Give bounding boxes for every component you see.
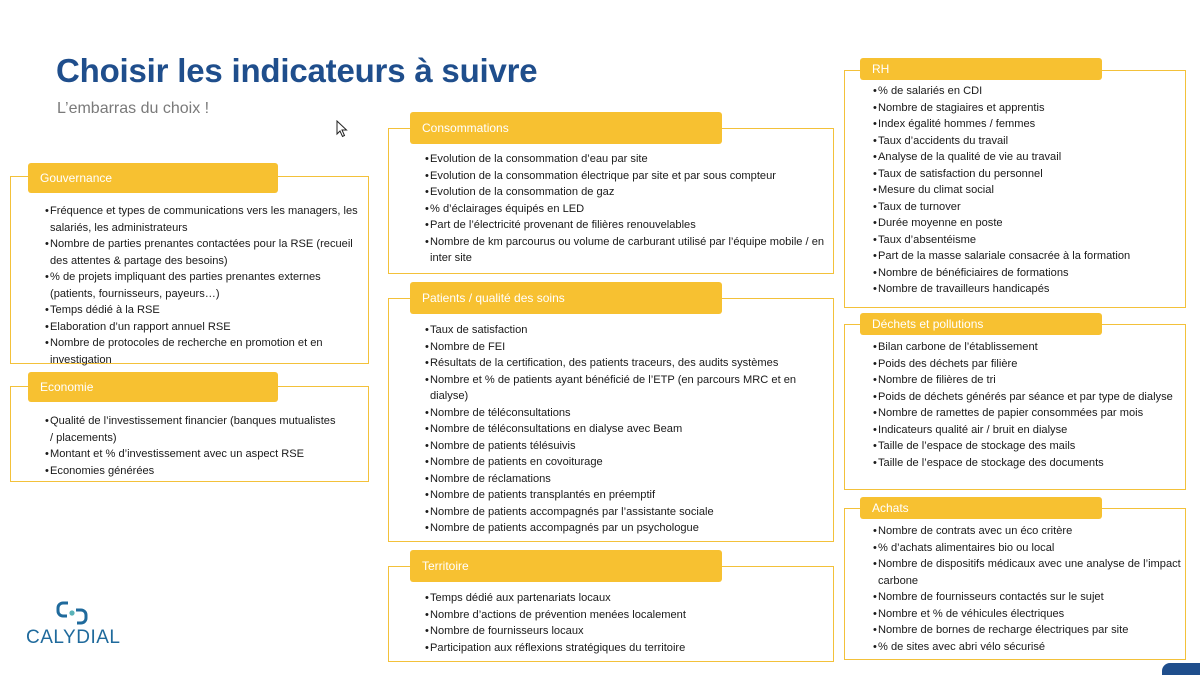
achats-box (844, 508, 1186, 660)
achats-tag: Achats (860, 497, 1102, 519)
rh-item: • Taux d’absentéisme (869, 232, 1181, 249)
patients-item: • Nombre de patients en covoiturage (421, 454, 827, 471)
territoire-item: • Participation aux réflexions stratégiques du territoire (421, 640, 827, 657)
achats-item: • Nombre de fournisseurs contactés sur le sujet (869, 589, 1183, 606)
gouvernance-list (41, 203, 361, 368)
patients-item: • Nombre de FEI (421, 339, 827, 356)
calydial-logo-icon (54, 600, 94, 626)
consommations-item: • Nombre de km parcourus ou volume de carburant utilisé par l’équipe mobile / en inter site (421, 234, 827, 267)
dechets-box (844, 324, 1186, 490)
rh-item: • Taux d’accidents du travail (869, 133, 1181, 150)
territoire-tag: Territoire (410, 550, 722, 582)
gouvernance-item: • Nombre de parties prenantes contactées pour la RSE (recueil des attentes & partage des besoins) (41, 236, 361, 269)
rh-box (844, 70, 1186, 308)
patients-item: • Nombre et % de patients ayant bénéficié de l’ETP (en parcours MRC et en dialyse) (421, 372, 827, 405)
gouvernance-tag: Gouvernance (28, 163, 278, 193)
consommations-box (388, 128, 834, 274)
patients-item: • Nombre de patients accompagnés par l’assistante sociale (421, 504, 827, 521)
territoire-item: • Temps dédié aux partenariats locaux (421, 590, 827, 607)
consommations-item: • Evolution de la consommation de gaz (421, 184, 827, 201)
calydial-logo-text: CALYDIAL (26, 627, 121, 648)
rh-list (869, 83, 1181, 298)
gouvernance-item: • % de projets impliquant des parties prenantes externes (patients, fournisseurs, payeurs…) (41, 269, 361, 302)
territoire-item: • Nombre d’actions de prévention menées localement (421, 607, 827, 624)
patients-item: • Résultats de la certification, des patients traceurs, des audits systèmes (421, 355, 827, 372)
dechets-item: • Taille de l’espace de stockage des documents (869, 455, 1183, 472)
dechets-item: • Bilan carbone de l’établissement (869, 339, 1183, 356)
achats-item: • Nombre de bornes de recharge électriques par site (869, 622, 1183, 639)
rh-tag: RH (860, 58, 1102, 80)
consommations-item: • Evolution de la consommation d’eau par site (421, 151, 827, 168)
consommations-list (421, 151, 827, 267)
rh-item: • Mesure du climat social (869, 182, 1181, 199)
economie-item: • Qualité de l’investissement financier (banques mutualistes / placements) (41, 413, 341, 446)
slide-subtitle: L’embarras du choix ! (57, 100, 210, 117)
consommations-item: • Evolution de la consommation électrique par site et par sous compteur (421, 168, 827, 185)
rh-item: • Index égalité hommes / femmes (869, 116, 1181, 133)
economie-item: • Montant et % d’investissement avec un aspect RSE (41, 446, 341, 463)
gouvernance-box (10, 176, 369, 364)
territoire-item: • Nombre de fournisseurs locaux (421, 623, 827, 640)
consommations-item: • Part de l’électricité provenant de filières renouvelables (421, 217, 827, 234)
rh-item: • Part de la masse salariale consacrée à la formation (869, 248, 1181, 265)
patients-item: • Nombre de téléconsultations (421, 405, 827, 422)
gouvernance-item: • Fréquence et types de communications vers les managers, les salariés, les administrateurs (41, 203, 361, 236)
gouvernance-item: • Temps dédié à la RSE (41, 302, 361, 319)
achats-item: • Nombre de dispositifs médicaux avec une analyse de l’impact carbone (869, 556, 1183, 589)
corner-accent-bar (1162, 663, 1200, 675)
rh-item: • Taux de turnover (869, 199, 1181, 216)
consommations-item: • % d’éclairages équipés en LED (421, 201, 827, 218)
achats-item: • % de sites avec abri vélo sécurisé (869, 639, 1183, 656)
dechets-item: • Nombre de filières de tri (869, 372, 1183, 389)
dechets-list (869, 339, 1183, 471)
dechets-item: • Poids de déchets générés par séance et par type de dialyse (869, 389, 1183, 406)
rh-item: • Analyse de la qualité de vie au travail (869, 149, 1181, 166)
patients-box (388, 298, 834, 542)
dechets-item: • Taille de l’espace de stockage des mails (869, 438, 1183, 455)
economie-item: • Economies générées (41, 463, 341, 480)
rh-item: • Nombre de travailleurs handicapés (869, 281, 1181, 298)
economie-list (41, 413, 341, 479)
calydial-logo (26, 596, 126, 656)
dechets-item: • Poids des déchets par filière (869, 356, 1183, 373)
achats-list (869, 523, 1183, 655)
patients-item: • Nombre de patients accompagnés par un psychologue (421, 520, 827, 537)
consommations-tag: Consommations (410, 112, 722, 144)
rh-item: • Nombre de bénéficiaires de formations (869, 265, 1181, 282)
mouse-cursor-icon (336, 120, 348, 138)
dechets-item: • Nombre de ramettes de papier consommées par mois (869, 405, 1183, 422)
patients-item: • Nombre de patients transplantés en préemptif (421, 487, 827, 504)
slide-title: Choisir les indicateurs à suivre (56, 52, 538, 89)
achats-item: • Nombre et % de véhicules électriques (869, 606, 1183, 623)
patients-item: • Nombre de téléconsultations en dialyse avec Beam (421, 421, 827, 438)
patients-list (421, 322, 827, 537)
dechets-item: • Indicateurs qualité air / bruit en dialyse (869, 422, 1183, 439)
rh-item: • % de salariés en CDI (869, 83, 1181, 100)
dechets-tag: Déchets et pollutions (860, 313, 1102, 335)
patients-tag: Patients / qualité des soins (410, 282, 722, 314)
territoire-list (421, 590, 827, 656)
gouvernance-item: • Nombre de protocoles de recherche en promotion et en investigation (41, 335, 361, 368)
gouvernance-item: • Elaboration d’un rapport annuel RSE (41, 319, 361, 336)
achats-item: • % d’achats alimentaires bio ou local (869, 540, 1183, 557)
patients-item: • Nombre de réclamations (421, 471, 827, 488)
economie-tag: Economie (28, 372, 278, 402)
patients-item: • Nombre de patients télésuivis (421, 438, 827, 455)
rh-item: • Nombre de stagiaires et apprentis (869, 100, 1181, 117)
rh-item: • Durée moyenne en poste (869, 215, 1181, 232)
rh-item: • Taux de satisfaction du personnel (869, 166, 1181, 183)
patients-item: • Taux de satisfaction (421, 322, 827, 339)
achats-item: • Nombre de contrats avec un éco critère (869, 523, 1183, 540)
